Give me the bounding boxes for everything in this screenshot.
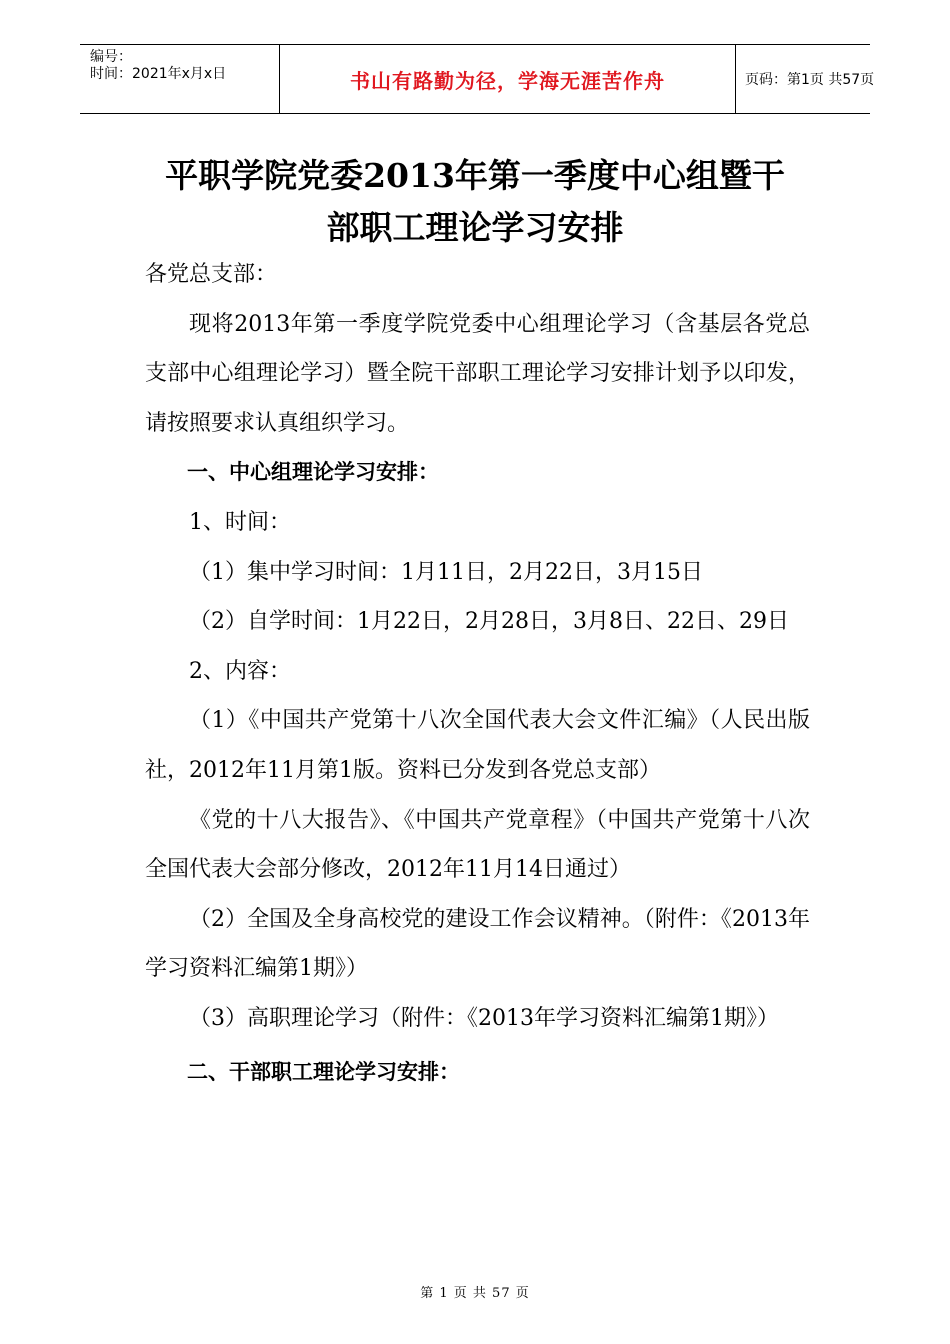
document-number-label: 编号： xyxy=(90,49,132,65)
item-1-label: 1、时间： xyxy=(189,509,291,535)
section-2-heading: 二、干部职工理论学习安排： xyxy=(187,1059,460,1084)
salutation: 各党总支部： xyxy=(145,262,278,287)
section-1-heading: 一、中心组理论学习安排： xyxy=(187,460,439,485)
item-2-label: 2、内容： xyxy=(189,658,291,684)
document-title xyxy=(80,150,870,254)
item-2-3: （3）高职理论学习（附件：《2013年学习资料汇编第1期》） xyxy=(189,1005,779,1031)
page-footer xyxy=(0,1282,950,1301)
document-time-label: 时间：2021年x月x日 xyxy=(90,66,227,82)
header-meta xyxy=(80,45,280,113)
motto-text: 书山有路勤为径，学海无涯苦作舟 xyxy=(350,68,665,93)
item-2-2: （2）全国及全身高校党的建设工作会议精神。（附件：《2013年学习资料汇编第1期》） xyxy=(145,906,810,982)
header-page-info xyxy=(735,45,875,113)
document-body xyxy=(145,250,810,1097)
item-1-2: （2）自学时间：1月22日，2月28日，3月8日、22日、29日 xyxy=(189,609,789,635)
title-line-1: 平职学院党委2013年第一季度中心组暨干 xyxy=(165,156,785,195)
item-2-1b: 《党的十八大报告》、《中国共产党章程》（中国共产党第十八次全国代表大会部分修改，2012年11月14日通过） xyxy=(145,807,810,883)
footer-page-number: 第 1 页 共 57 页 xyxy=(420,1286,530,1301)
intro-paragraph: 现将2013年第一季度学院党委中心组理论学习（含基层各党总支部中心组理论学习）暨全院干部职工理论学习安排计划予以印发，请按照要求认真组织学习。 xyxy=(145,311,810,436)
header-motto xyxy=(280,45,736,113)
title-line-2: 部职工理论学习安排 xyxy=(326,208,624,247)
item-1-1: （1）集中学习时间：1月11日，2月22日，3月15日 xyxy=(189,559,703,585)
page-info-text: 页码：第1页 共57页 xyxy=(745,72,875,88)
page-header xyxy=(80,44,875,114)
item-2-1: （1）《中国共产党第十八次全国代表大会文件汇编》（人民出版社，2012年11月第1版。资料已分发到各党总支部） xyxy=(145,708,810,783)
